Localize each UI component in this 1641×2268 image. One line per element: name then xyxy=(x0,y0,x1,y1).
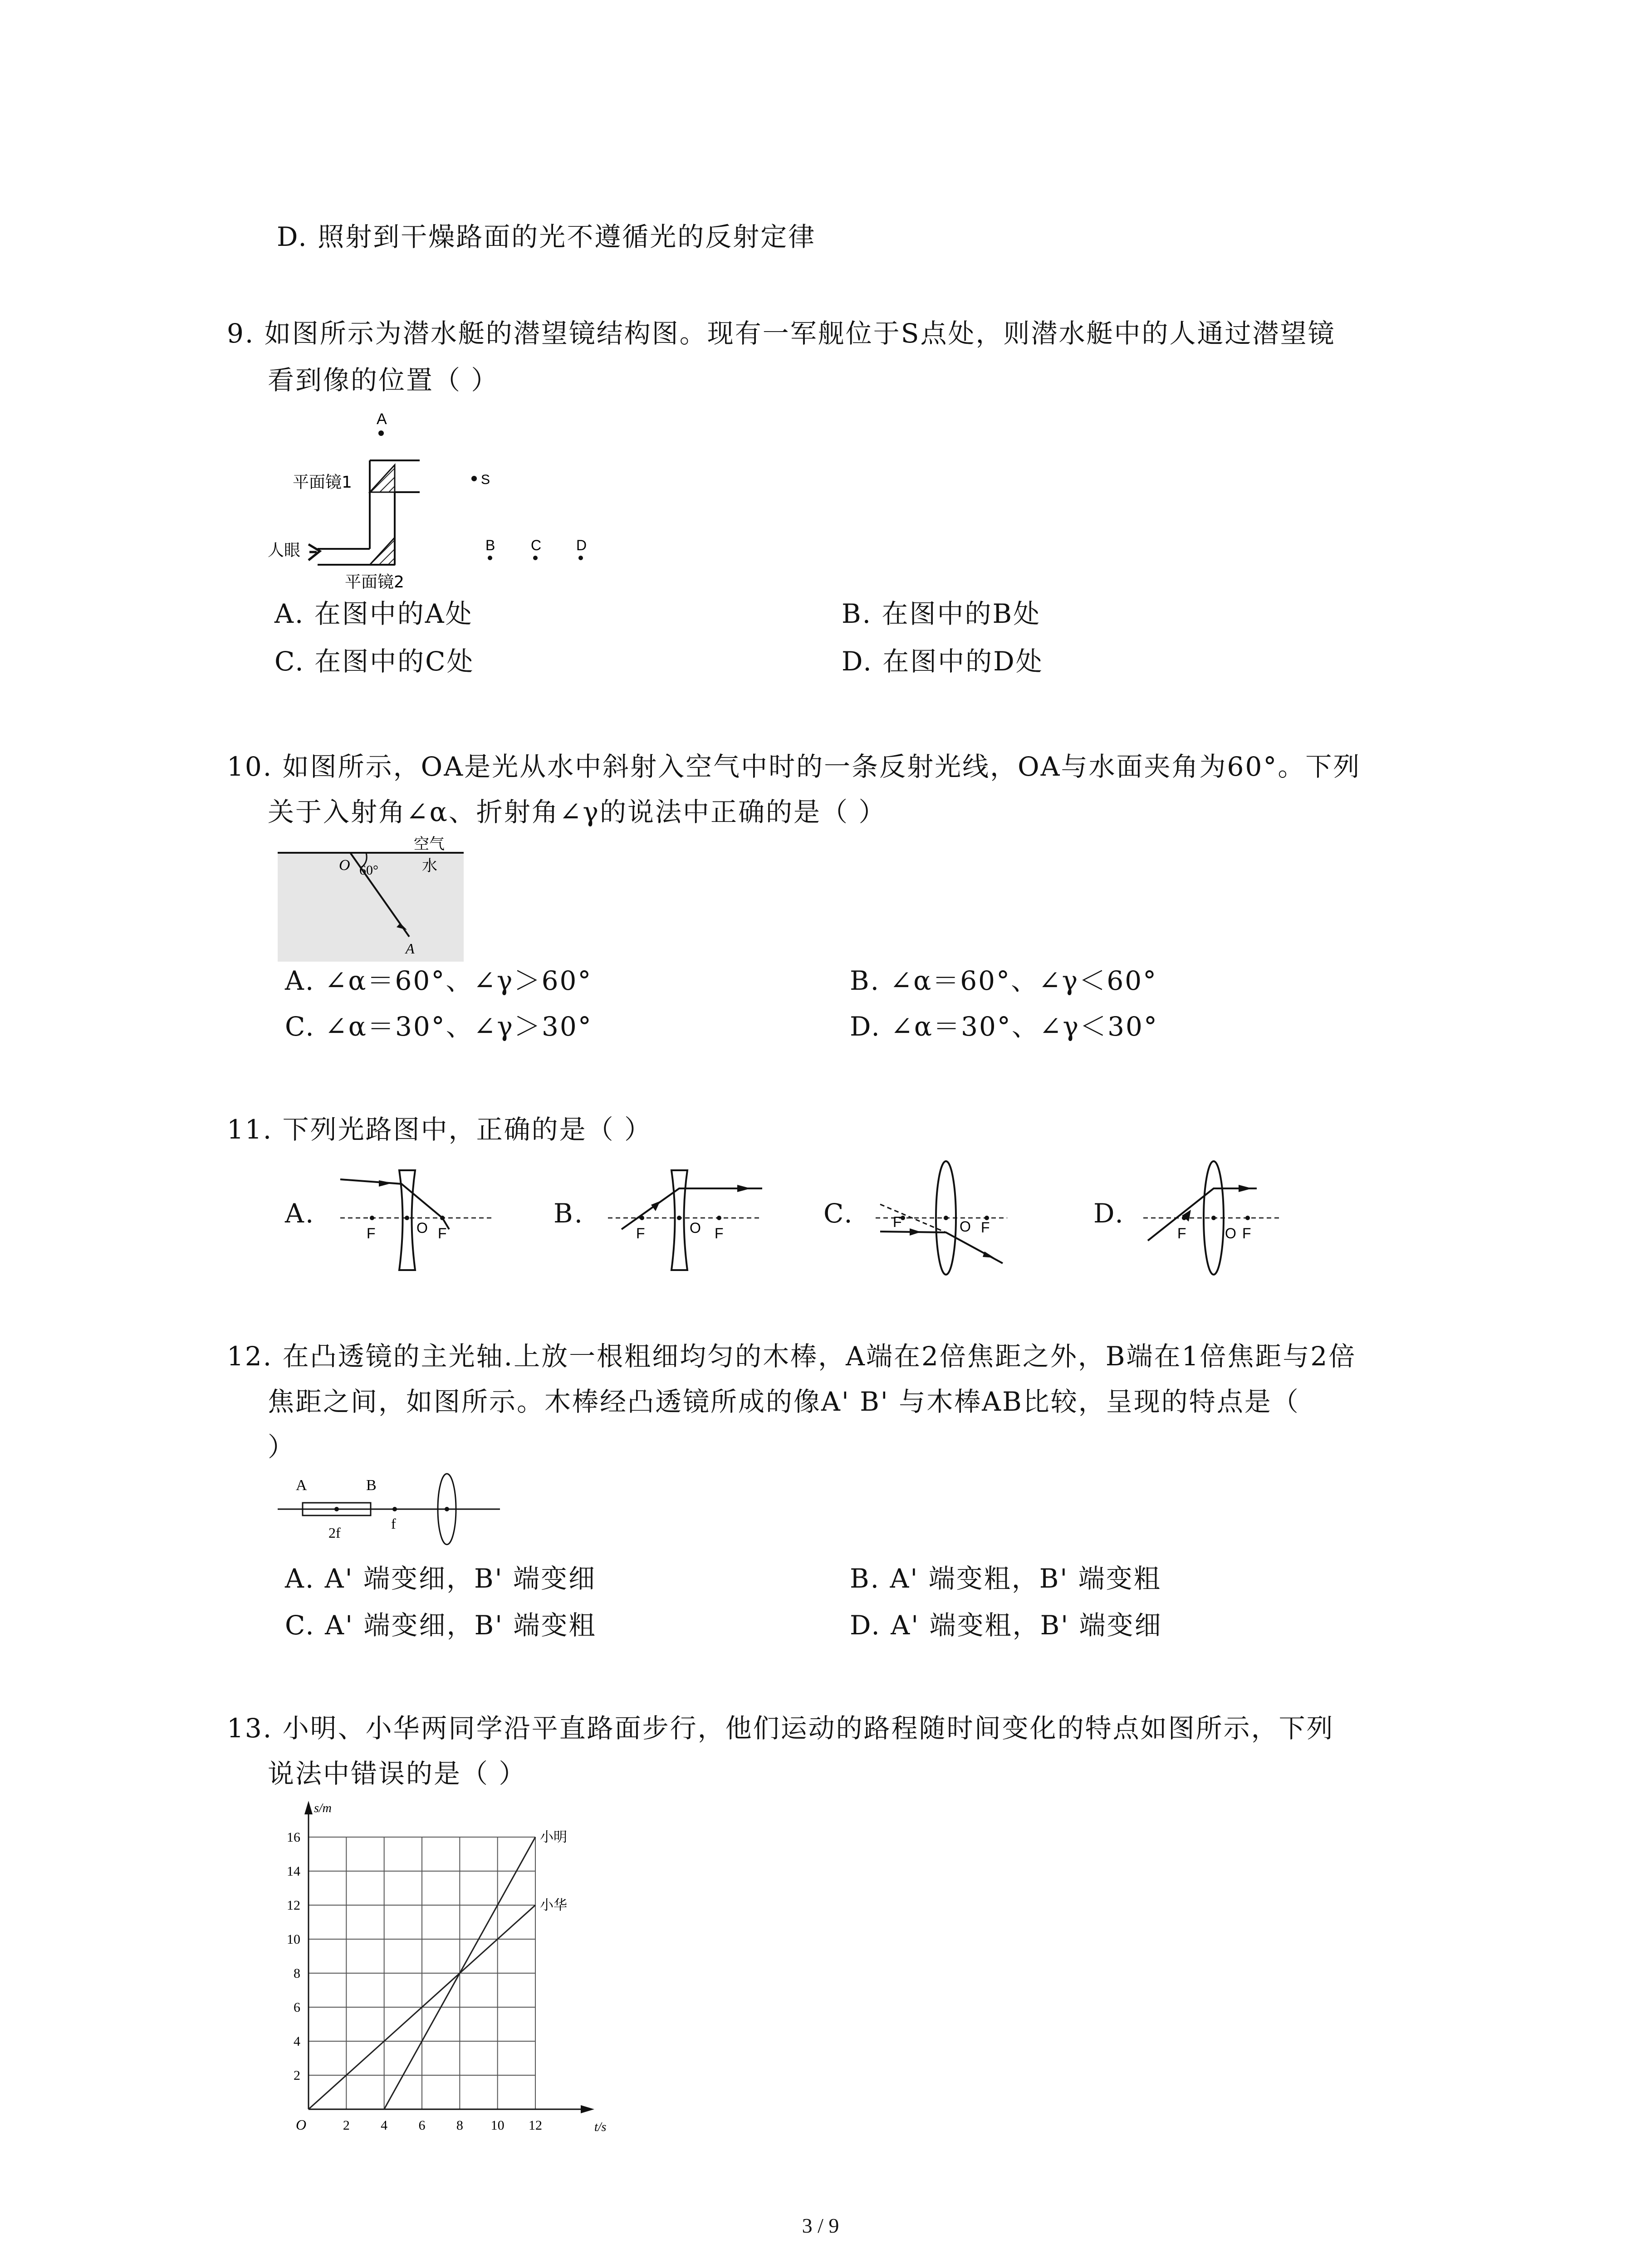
label-mirror-1: 平面镜1 xyxy=(293,473,352,492)
q11-diagram-a xyxy=(336,1161,499,1279)
periscope-figure xyxy=(268,406,612,606)
x-tick-label: 8 xyxy=(456,2118,463,2133)
label-f: F xyxy=(636,1225,645,1242)
q10-option-a[interactable]: A. ∠α＝60°、∠γ＞60° xyxy=(285,965,593,996)
y-tick-label: 10 xyxy=(287,1932,300,1947)
label-f: F xyxy=(981,1219,990,1236)
periscope-label-a: A xyxy=(377,411,387,428)
rod-label-a: A xyxy=(296,1477,307,1494)
x-tick-label: 2 xyxy=(343,2118,350,2133)
x-tick-label: 6 xyxy=(418,2118,426,2133)
periscope-point-a xyxy=(378,430,384,436)
label-water: 水 xyxy=(422,857,437,875)
q12-option-a[interactable]: A. A' 端变细，B' 端变细 xyxy=(285,1563,597,1594)
q11-stem: 11. 下列光路图中，正确的是（ ） xyxy=(227,1114,652,1145)
rod-label-b: B xyxy=(366,1477,377,1494)
periscope-point-c xyxy=(533,556,538,560)
q10-option-c[interactable]: C. ∠α＝30°、∠γ＞30° xyxy=(285,1011,593,1042)
periscope-label-c: C xyxy=(531,537,542,553)
chart-svg xyxy=(272,1792,626,2146)
q9-option-a[interactable]: A. 在图中的A处 xyxy=(274,598,473,629)
periscope-point-s xyxy=(471,476,477,481)
periscope-point-b xyxy=(488,556,492,560)
label-f: F xyxy=(438,1225,447,1242)
page-number: 3 / 9 xyxy=(802,2214,839,2237)
eye-icon xyxy=(309,544,320,560)
periscope-label-d: D xyxy=(576,537,587,553)
series-label-1: 小华 xyxy=(540,1897,567,1913)
q13-stem-line2: 说法中错误的是（ ） xyxy=(268,1758,527,1789)
distance-time-chart xyxy=(272,1792,626,2146)
q11-option-c[interactable]: C. xyxy=(823,1198,854,1229)
x-tick-label: 10 xyxy=(490,2118,505,2133)
q9-option-d[interactable]: D. 在图中的D处 xyxy=(842,646,1043,677)
q11-diagram-d xyxy=(1139,1154,1288,1281)
periscope-label-s: S xyxy=(481,472,490,487)
label-o: O xyxy=(960,1218,971,1235)
q10-option-b[interactable]: B. ∠α＝60°、∠γ＜60° xyxy=(850,965,1158,996)
label-a: A xyxy=(406,940,415,957)
label-eye: 人眼 xyxy=(268,541,301,560)
y-axis-label: s/m xyxy=(314,1801,332,1815)
y-tick-label: 6 xyxy=(294,2000,300,2015)
x-tick-label: 12 xyxy=(529,2118,542,2133)
origin-label: O xyxy=(296,2116,307,2133)
q11-diagram-b xyxy=(603,1161,767,1279)
y-axis-arrow xyxy=(304,1801,313,1814)
label-o: O xyxy=(690,1220,701,1236)
periscope-label-b: B xyxy=(485,537,495,553)
q10-stem-line1: 10. 如图所示，OA是光从水中斜射入空气中时的一条反射光线，OA与水面夹角为60°。下列 xyxy=(227,751,1361,782)
x-axis-arrow xyxy=(581,2105,594,2113)
mirror-1 xyxy=(370,465,395,492)
label-f: F xyxy=(715,1225,724,1242)
q11-option-d[interactable]: D. xyxy=(1093,1198,1125,1229)
q12-stem-line1: 12. 在凸透镜的主光轴.上放一根粗细均匀的木棒，A端在2倍焦距之外，B端在1倍焦距与2倍 xyxy=(227,1341,1357,1372)
y-tick-label: 14 xyxy=(287,1864,300,1879)
label-f: F xyxy=(1242,1225,1251,1242)
q12-option-b[interactable]: B. A' 端变粗，B' 端变粗 xyxy=(850,1563,1161,1594)
label-o: O xyxy=(416,1220,428,1236)
q9-option-c[interactable]: C. 在图中的C处 xyxy=(274,646,475,677)
label-o: O xyxy=(339,857,350,874)
label-f: F xyxy=(893,1214,902,1230)
q11-option-a[interactable]: A. xyxy=(285,1198,315,1229)
q10-stem-line2: 关于入射角∠α、折射角∠γ的说法中正确的是（ ） xyxy=(268,797,887,827)
q12-stem-line2: 焦距之间，如图所示。木棒经凸透镜所成的像A' B' 与木棒AB比较，呈现的特点是（ xyxy=(268,1386,1300,1417)
x-tick-label: 4 xyxy=(381,2118,388,2133)
refraction-figure xyxy=(278,835,464,962)
q8-option-d: D. 照射到干燥路面的光不遵循光的反射定律 xyxy=(277,221,816,252)
label-o: O xyxy=(1225,1225,1236,1242)
label-angle: 60° xyxy=(359,863,378,878)
x-axis-label: t/s xyxy=(594,2120,607,2134)
mirror-2 xyxy=(370,538,395,565)
series-label-0: 小明 xyxy=(540,1829,567,1845)
q10-option-d[interactable]: D. ∠α＝30°、∠γ＜30° xyxy=(850,1011,1158,1042)
q12-option-c[interactable]: C. A' 端变细，B' 端变粗 xyxy=(285,1610,597,1641)
y-tick-label: 16 xyxy=(287,1830,300,1845)
label-air: 空气 xyxy=(414,835,445,853)
q11-option-b[interactable]: B. xyxy=(554,1198,584,1229)
q13-stem-line1: 13. 小明、小华两同学沿平直路面步行，他们运动的路程随时间变化的特点如图所示，下列 xyxy=(227,1713,1334,1744)
q12-stem-line3: ） xyxy=(268,1432,296,1462)
y-tick-label: 12 xyxy=(287,1898,300,1913)
periscope-point-d xyxy=(578,556,583,560)
q9-stem-line2: 看到像的位置（ ） xyxy=(268,365,499,396)
q11-diagram-c xyxy=(871,1154,1021,1281)
label-mirror-2: 平面镜2 xyxy=(345,573,404,591)
label-2f: 2f xyxy=(328,1525,341,1541)
q9-option-b[interactable]: B. 在图中的B处 xyxy=(842,598,1041,629)
lens-rod-figure xyxy=(278,1472,505,1549)
y-tick-label: 8 xyxy=(294,1966,300,1981)
q12-option-d[interactable]: D. A' 端变粗，B' 端变细 xyxy=(850,1610,1162,1641)
y-tick-label: 4 xyxy=(294,2034,300,2049)
y-tick-label: 2 xyxy=(294,2068,300,2083)
label-f: F xyxy=(367,1225,376,1242)
label-f: f xyxy=(391,1515,396,1532)
label-f: F xyxy=(1177,1225,1186,1242)
q9-stem-line1: 9. 如图所示为潜水艇的潜望镜结构图。现有一军舰位于S点处，则潜水艇中的人通过潜望镜 xyxy=(227,318,1336,349)
